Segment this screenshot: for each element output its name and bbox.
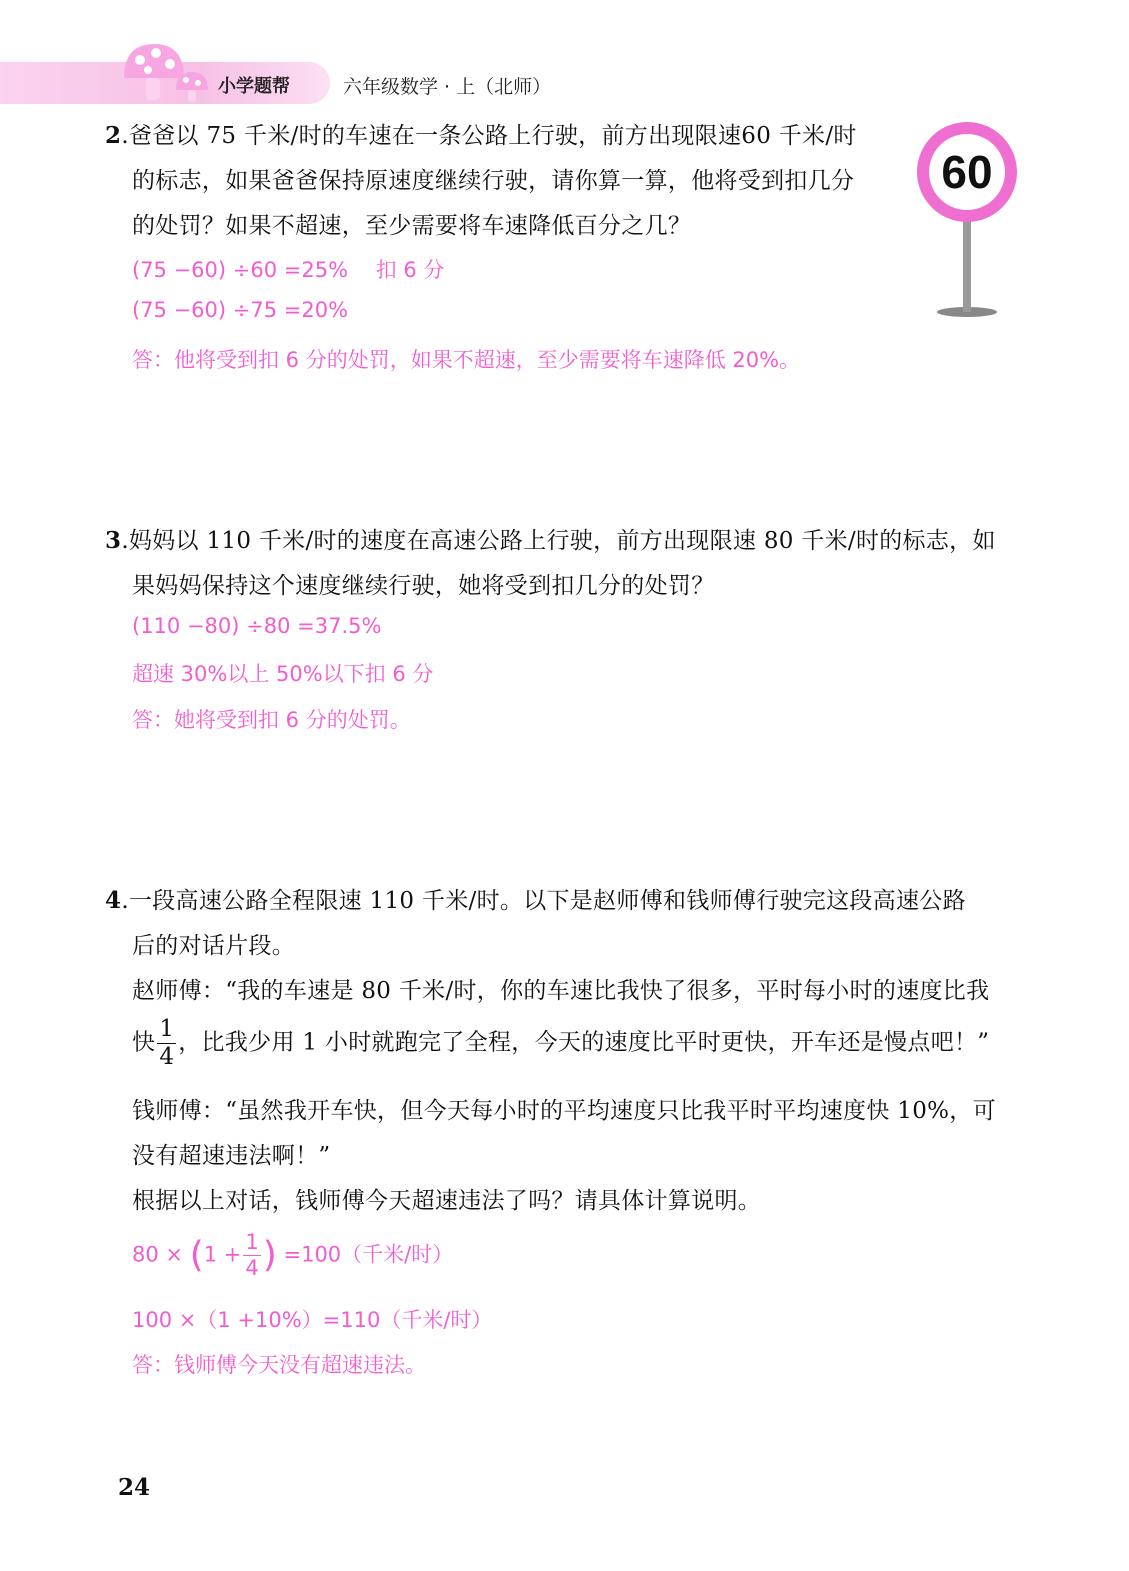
q4-answer-line3: 答：钱师傅今天没有超速违法。 [132, 1353, 426, 1377]
page-number: 24 [118, 1474, 151, 1501]
q3-answer-line2: 超速 30%以上 50%以下扣 6 分 [132, 662, 434, 686]
q4-line7: 根据以上对话，钱师傅今天超速违法了吗？请具体计算说明。 [132, 1188, 762, 1214]
book-title: 六年级数学 · 上（北师） [343, 76, 552, 98]
series-title: 小学题帮 [218, 76, 290, 97]
q2-line2: 的标志，如果爸爸保持原速度继续行驶，请你算一算，他将受到扣几分 [132, 168, 855, 194]
q4-line6: 没有超速违法啊！” [132, 1143, 331, 1169]
q4-answer-line2: 100 ×（1 +10%）=110（千米/时） [132, 1308, 493, 1332]
q3-line2: 果妈妈保持这个速度继续行驶，她将受到扣几分的处罚？ [132, 573, 715, 599]
q4-fraction: $\frac{1}{4}$ [159, 1016, 175, 1070]
q4-line1: 4.一段高速公路全程限速 110 千米/时。以下是赵师傅和钱师傅行驶完这段高速公路 [105, 887, 966, 914]
q2-answer-line3: 答：他将受到扣 6 分的处罚，如果不超速，至少需要将车速降低 20%。 [132, 348, 801, 372]
speed-limit-sign-icon [905, 118, 1029, 322]
q4-line5: 钱师傅：“虽然我开车快，但今天每小时的平均速度只比我平时平均速度快 10%，可 [132, 1098, 996, 1124]
sign-text: 60 [941, 146, 993, 198]
q2-number: 2 [105, 122, 122, 149]
q3-answer-line3: 答：她将受到扣 6 分的处罚。 [132, 708, 411, 732]
q4-line4: 快 $\frac{1}{4}$ ，比我少用 1 小时就跑完了全程，今天的速度比平时更快，开车还是慢点吧！” [132, 1016, 990, 1070]
q2-answer-line1: (75 −60) ÷60 =25% 扣 6 分 [132, 258, 445, 282]
q4-line2: 后的对话片段。 [132, 933, 296, 959]
q4-answer-line1: 80 × (1 + $\frac{1}{4}$ ) =100（千米/时） [132, 1230, 454, 1280]
q3-answer-line1: (110 −80) ÷80 =37.5% [132, 614, 382, 638]
q2-line3: 的处罚？如果不超速，至少需要将车速降低百分之几？ [132, 213, 692, 239]
q4-answer-fraction: $\frac{1}{4}$ [245, 1230, 259, 1280]
mushroom-decoration-icon [118, 38, 218, 108]
q3-line1: 3.妈妈以 110 千米/时的速度在高速公路上行驶，前方出现限速 80 千米/时的标志，如 [105, 527, 996, 554]
q4-line3: 赵师傅：“我的车速是 80 千米/时，你的车速比我快了很多，平时每小时的速度比我 [132, 978, 990, 1004]
q3-number: 3 [105, 527, 122, 554]
q2-answer-line2: (75 −60) ÷75 =20% [132, 298, 349, 322]
q2-line1: 2.爸爸以 75 千米/时的车速在一条公路上行驶，前方出现限速60 千米/时 [105, 122, 857, 149]
q4-number: 4 [105, 887, 122, 914]
